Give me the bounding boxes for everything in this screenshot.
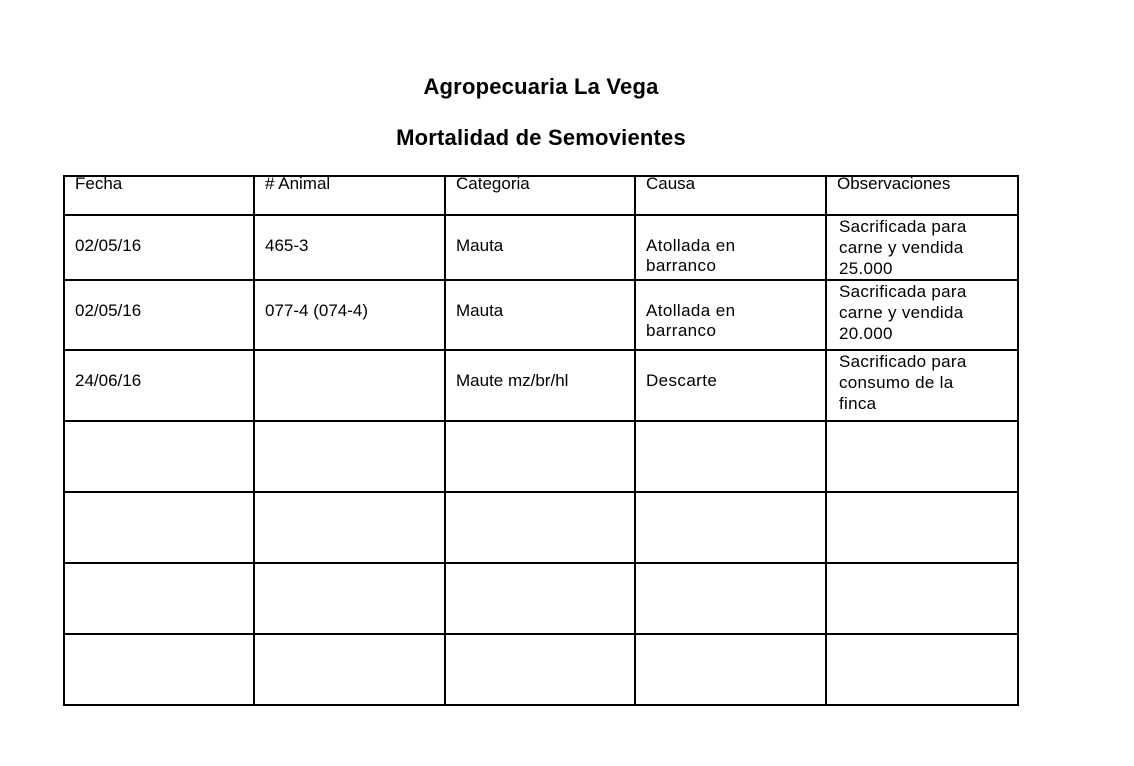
empty-cell	[64, 563, 254, 634]
empty-cell	[64, 492, 254, 563]
empty-cell	[635, 634, 826, 705]
cell-fecha: 24/06/16	[64, 350, 254, 421]
cell-causa: Descarte	[635, 350, 826, 421]
empty-cell	[254, 492, 445, 563]
empty-cell	[826, 421, 1018, 492]
cell-animal: 465-3	[254, 215, 445, 280]
cell-causa: Atollada en barranco	[635, 215, 826, 280]
header-cell-fecha: Fecha	[64, 176, 254, 215]
mortality-table	[63, 175, 1019, 706]
header-cell-causa: Causa	[635, 176, 826, 215]
empty-cell	[254, 634, 445, 705]
empty-cell	[826, 634, 1018, 705]
cell-fecha: 02/05/16	[64, 280, 254, 350]
table-header-row	[64, 176, 1018, 215]
cell-fecha: 02/05/16	[64, 215, 254, 280]
cell-causa: Atollada en barranco	[635, 280, 826, 350]
document-title: Agropecuaria La Vega	[423, 74, 659, 99]
empty-cell	[635, 563, 826, 634]
table-row	[64, 215, 1018, 280]
table-row	[64, 350, 1018, 421]
empty-table-row	[64, 563, 1018, 634]
header-cell-categoria: Categoria	[445, 176, 635, 215]
header-cell-animal: # Animal	[254, 176, 445, 215]
empty-cell	[445, 492, 635, 563]
cell-categoria: Mauta	[445, 280, 635, 350]
empty-table-row	[64, 492, 1018, 563]
table-row	[64, 280, 1018, 350]
empty-cell	[445, 563, 635, 634]
empty-cell	[635, 421, 826, 492]
empty-cell	[826, 563, 1018, 634]
cell-animal: 077-4 (074-4)	[254, 280, 445, 350]
empty-cell	[254, 421, 445, 492]
empty-table-row	[64, 634, 1018, 705]
document-subtitle: Mortalidad de Semovientes	[396, 125, 686, 150]
empty-cell	[445, 634, 635, 705]
cell-categoria: Maute mz/br/hl	[445, 350, 635, 421]
cell-animal	[254, 350, 445, 421]
empty-cell	[64, 421, 254, 492]
empty-cell	[64, 634, 254, 705]
empty-cell	[254, 563, 445, 634]
cell-categoria: Mauta	[445, 215, 635, 280]
empty-cell	[826, 492, 1018, 563]
cell-observaciones: Sacrificada para carne y vendida 25.000	[826, 215, 1018, 280]
empty-cell	[635, 492, 826, 563]
cell-observaciones: Sacrificada para carne y vendida 20.000	[826, 280, 1018, 350]
cell-observaciones: Sacrificado para consumo de la finca	[826, 350, 1018, 421]
empty-table-row	[64, 421, 1018, 492]
header-cell-observaciones: Observaciones	[826, 176, 1018, 215]
empty-cell	[445, 421, 635, 492]
